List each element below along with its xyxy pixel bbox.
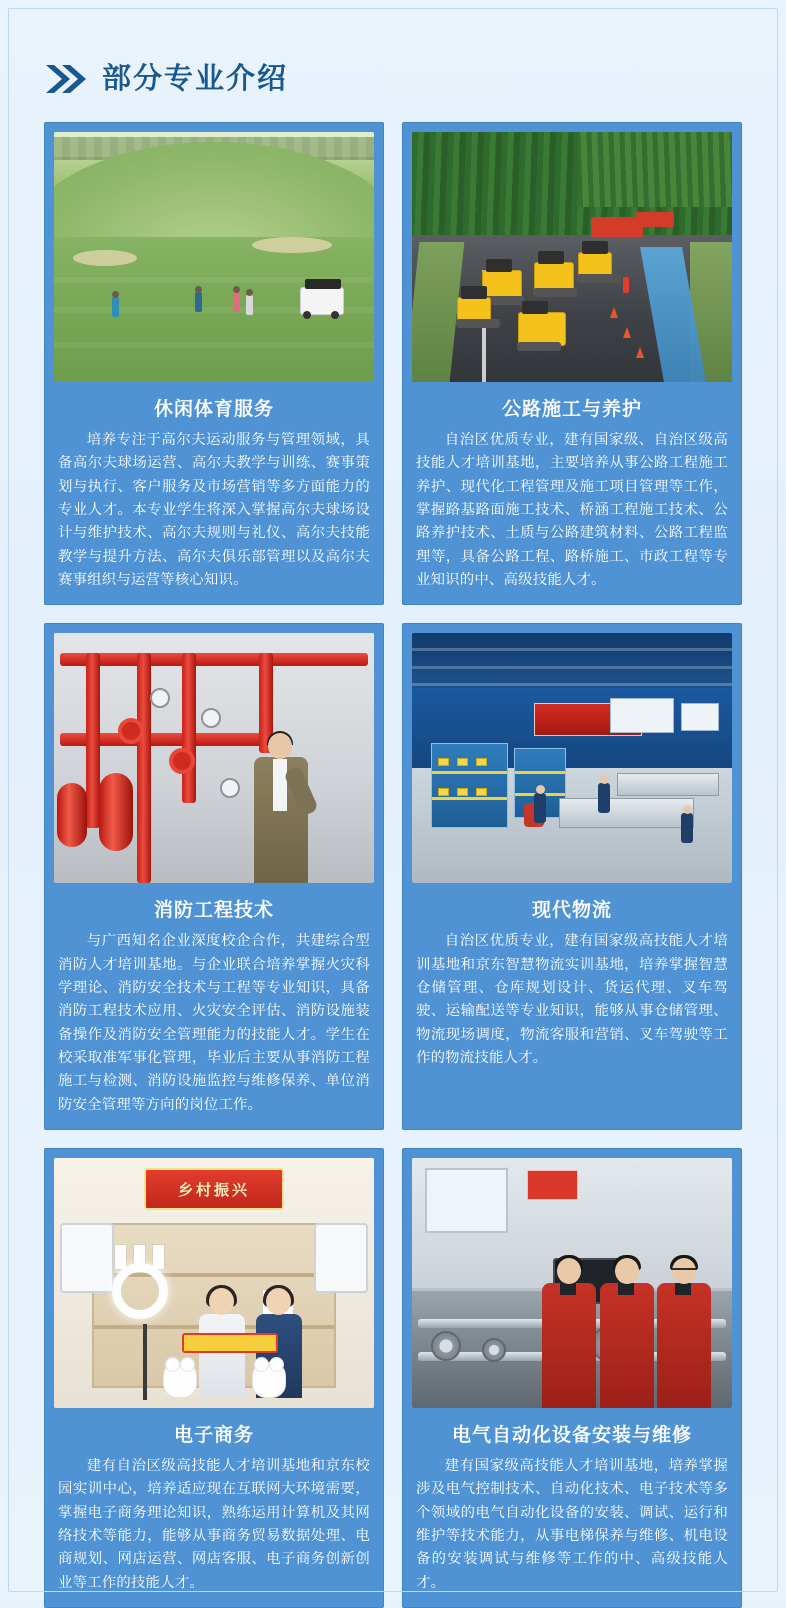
program-card-highway-construction-maintenance[interactable] <box>402 122 742 605</box>
card-body: 自治区优质专业，建有国家级高技能人才培训基地和京东智慧物流实训基地，培养掌握智慧仓储管理、仓库规划设计、货运代理、叉车驾驶、运输配送等专业知识，能够从事仓储管理、物流现场调度，物流客服和营销、叉车驾驶等工作的物流技能人才。 <box>416 933 728 1066</box>
fire-protection-lab-photo <box>54 633 374 883</box>
card-body: 培养专注于高尔夫运动服务与管理领域，具备高尔夫球场运营、高尔夫教学与训练、赛事策划与执行、客户服务及市场营销等多方面能力的专业人才。本专业学生将深入掌握高尔夫球场设计与维护技术、高尔夫规则与礼仪、高尔夫技能教学与提升方法、高尔夫俱乐部管理以及高尔夫赛事组织与运营等核心知识。 <box>58 432 370 588</box>
card-title: 电气自动化设备安装与维修 <box>451 1424 692 1446</box>
electrical-automation-workshop-photo <box>412 1158 732 1408</box>
highway-construction-photo <box>412 132 732 382</box>
studio-poster-text: 乡村振兴 <box>144 1168 285 1211</box>
program-card-modern-logistics[interactable] <box>402 623 742 1130</box>
modern-logistics-warehouse-photo <box>412 633 732 883</box>
page-header <box>0 0 786 96</box>
card-title: 休闲体育服务 <box>153 399 274 420</box>
card-title: 现代物流 <box>531 900 612 922</box>
program-card-grid <box>44 122 742 1608</box>
card-body: 自治区优质专业，建有国家级、自治区级高技能人才培训基地，主要培养从事公路工程施工养护、现代化工程管理及施工项目管理等工作，掌握路基路面施工技术、桥涵工程施工技术、公路养护技术、土质与公路建筑材料、公路工程监理等，具备公路工程、路桥施工、市政工程等专业知识的中、高级技能人才。 <box>416 432 728 588</box>
ecommerce-livestream-studio-photo <box>54 1158 374 1408</box>
program-card-e-commerce[interactable] <box>44 1148 384 1608</box>
card-body: 建有自治区级高技能人才培训基地和京东校园实训中心，培养适应现在互联网大环境需要，掌握电子商务理论知识，熟练运用计算机及其网络技术等能力，能够从事商务贸易数据处理、电商规划、网店运营、网店客服、电子商务创新创业等工作的技能人才。 <box>58 1457 370 1591</box>
card-body: 与广西知名企业深度校企合作，共建综合型消防人才培训基地。与企业联合培养掌握火灾科学理论、消防安全技术与工程等专业知识，具备消防工程技术应用、火灾安全评估、消防设施装备操作及消防安全管理能力的技能人才。学生在校采取准军事化管理，毕业后主要从事消防工程施工与检测、消防设施监控与维修保养、单位消防安全管理等方向的岗位工作。 <box>58 933 370 1113</box>
card-title: 电子商务 <box>173 1424 254 1446</box>
program-card-leisure-sports-service[interactable] <box>44 122 384 605</box>
double-chevron-right-icon <box>44 62 88 96</box>
card-body: 建有国家级高技能人才培训基地，培养掌握涉及电气控制技术、自动化技术、电子技术等多个领域的电气自动化设备的安装、调试、运行和维护等技术能力，从事电梯保养与维修、机电设备的安装调试与维修等工作的中、高级技能人才。 <box>416 1457 728 1591</box>
program-card-electrical-automation-equipment[interactable] <box>402 1148 742 1608</box>
golf-course-photo <box>54 132 374 382</box>
page-title: 部分专业介绍 <box>102 62 289 95</box>
card-title: 公路施工与养护 <box>501 399 642 420</box>
program-card-fire-protection-engineering[interactable] <box>44 623 384 1130</box>
card-title: 消防工程技术 <box>153 900 274 922</box>
